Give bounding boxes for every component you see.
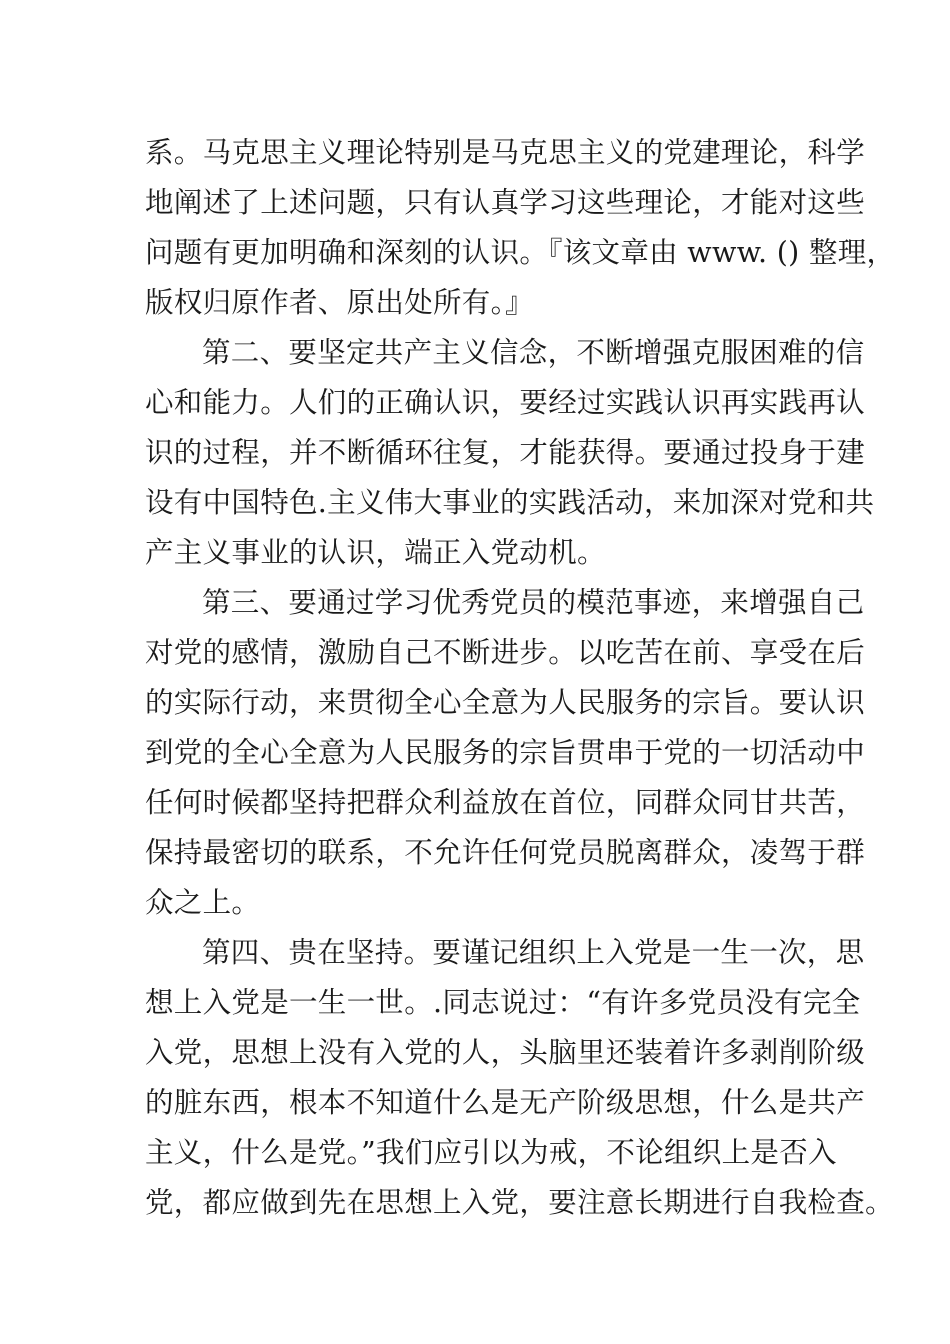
text-line: 识的过程，并不断循环往复，才能获得。要通过投身于建 (145, 436, 866, 469)
body-text (145, 128, 896, 1228)
text-line: 入党，思想上没有入党的人，头脑里还装着许多剥削阶级 (145, 1036, 866, 1069)
paragraph-start-line: 第二、要坚定共产主义信念，不断增强克服困难的信 (202, 336, 865, 369)
text-line: 地阐述了上述问题，只有认真学习这些理论，才能对这些 (145, 186, 866, 219)
text-line: 版权归原作者、原出处所有。』 (145, 286, 534, 319)
text-line: 任何时候都坚持把群众利益放在首位，同群众同甘共苦， (145, 786, 866, 819)
text-line: 系。马克思主义理论特别是马克思主义的党建理论，科学 (145, 136, 866, 169)
text-line: 对党的感情，激励自己不断进步。以吃苦在前、享受在后 (145, 636, 866, 669)
text-line: 的脏东西，根本不知道什么是无产阶级思想，什么是共产 (145, 1086, 866, 1119)
paragraph-start-line: 第四、贵在坚持。要谨记组织上入党是一生一次，思 (202, 936, 865, 969)
text-line: 的实际行动，来贯彻全心全意为人民服务的宗旨。要认识 (145, 686, 866, 719)
text-line: 主义，什么是党。”我们应引以为戒，不论组织上是否入 (145, 1136, 837, 1169)
text-line: 产主义事业的认识，端正入党动机。 (145, 536, 606, 569)
text-line: 保持最密切的联系，不允许任何党员脱离群众，凌驾于群 (145, 836, 866, 869)
text-line: 党，都应做到先在思想上入党，要注意长期进行自我检查。 (145, 1186, 894, 1219)
text-line: 心和能力。人们的正确认识，要经过实践认识再实践再认 (145, 386, 866, 419)
text-line: 想上入党是一生一世。.同志说过：“有许多党员没有完全 (145, 986, 861, 1019)
text-line: 到党的全心全意为人民服务的宗旨贯串于党的一切活动中 (145, 736, 866, 769)
paragraph-start-line: 第三、要通过学习优秀党员的模范事迹，来增强自己 (202, 586, 865, 619)
text-line: 设有中国特色.主义伟大事业的实践活动，来加深对党和共 (145, 486, 875, 519)
text-line: 众之上。 (145, 886, 261, 919)
text-line: 问题有更加明确和深刻的认识。『该文章由 www. () 整理， (145, 236, 896, 269)
